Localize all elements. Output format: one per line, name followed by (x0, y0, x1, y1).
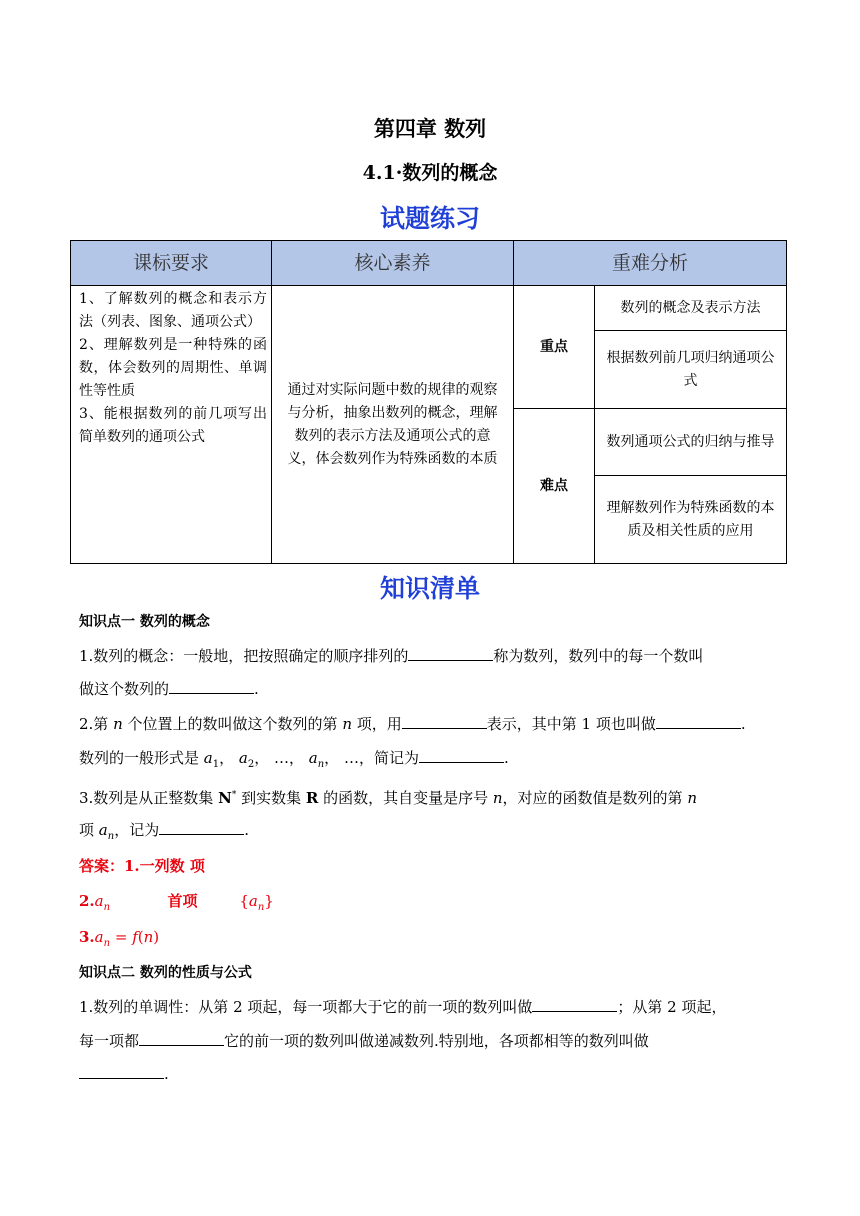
answer-line-2: $2.a_n$ 首项 $\{a_n\}$ (79, 892, 274, 913)
answer-line-3: $3.a_n = f(n)$ (79, 928, 160, 949)
knowledge-heading: 知识清单 (379, 574, 480, 603)
header-curriculum: 课标要求 (71, 241, 272, 286)
header-analysis: 重难分析 (514, 241, 787, 286)
answer-line-1: 答案：1.一列数 项 (79, 857, 205, 875)
requirements-table (70, 240, 787, 564)
hard-label: 难点 (514, 409, 595, 564)
blank (159, 820, 244, 835)
key-label: 重点 (514, 286, 595, 409)
hard-item: 数列通项公式的归纳与推导 (595, 409, 787, 476)
kp1-line2: 做这个数列的 . (79, 680, 259, 698)
section-title: 4.1·数列的概念 (362, 162, 498, 184)
hard-item: 理解数列作为特殊函数的本质及相关性质的应用 (595, 476, 787, 564)
key-item: 根据数列前几项归纳通项公式 (595, 331, 787, 409)
blank (139, 1031, 224, 1046)
blank (408, 646, 493, 661)
kp3-line2: 项 $a_n$，记为 . (79, 821, 249, 842)
kp2-line1: 2.第 n 个位置上的数叫做这个数列的第 n 项，用 表示，其中第 1 项也叫做 . (79, 715, 746, 733)
knowledge-point-2-title: 知识点二 数列的性质与公式 (79, 965, 252, 981)
monotonicity-line3: . (79, 1064, 789, 1084)
kp1-line1: 1.数列的概念：一般地，把按照确定的顺序排列的 称为数列，数列中的每一个数叫 (79, 647, 704, 665)
curriculum-item: 2、理解数列是一种特殊的函数，体会数列的周期性、单调性等性质 (79, 337, 267, 399)
blank (169, 679, 254, 694)
monotonicity-line2: 每一项都 它的前一项的数列叫做递减数列.特别地，各项都相等的数列叫做 (79, 1032, 649, 1050)
header-core: 核心素养 (272, 241, 514, 286)
curriculum-item: 1、了解数列的概念和表示方法（列表、图象、通项公式） (79, 291, 267, 330)
curriculum-item: 3、能根据数列的前几项写出简单数列的通项公式 (79, 406, 267, 445)
practice-heading: 试题练习 (379, 204, 480, 233)
blank (419, 748, 504, 763)
core-cell (272, 286, 514, 564)
blank (532, 997, 617, 1012)
kp2-line2: 数列的一般形式是 $a_1$， $a_2$， …， $a_n$， …，简记为 . (79, 749, 509, 770)
knowledge-point-1-title: 知识点一 数列的概念 (79, 614, 210, 630)
blank (79, 1064, 164, 1079)
chapter-title: 第四章 数列 (373, 116, 487, 141)
key-item: 数列的概念及表示方法 (595, 286, 787, 331)
blank (656, 714, 741, 729)
core-text: 通过对实际问题中数的规律的观察与分析，抽象出数列的概念，理解数列的表示方法及通项公式的意义，体会数列作为特殊函数的本质 (287, 381, 498, 467)
blank (402, 714, 487, 729)
kp3-line1: 3.数列是从正整数集 N* 到实数集 R 的函数，其自变量是序号 n，对应的函数值是数列的第 n (79, 789, 697, 807)
curriculum-cell (71, 286, 272, 564)
monotonicity-line1: 1.数列的单调性：从第 2 项起，每一项都大于它的前一项的数列叫做 ；从第 2 项起， (79, 998, 727, 1016)
